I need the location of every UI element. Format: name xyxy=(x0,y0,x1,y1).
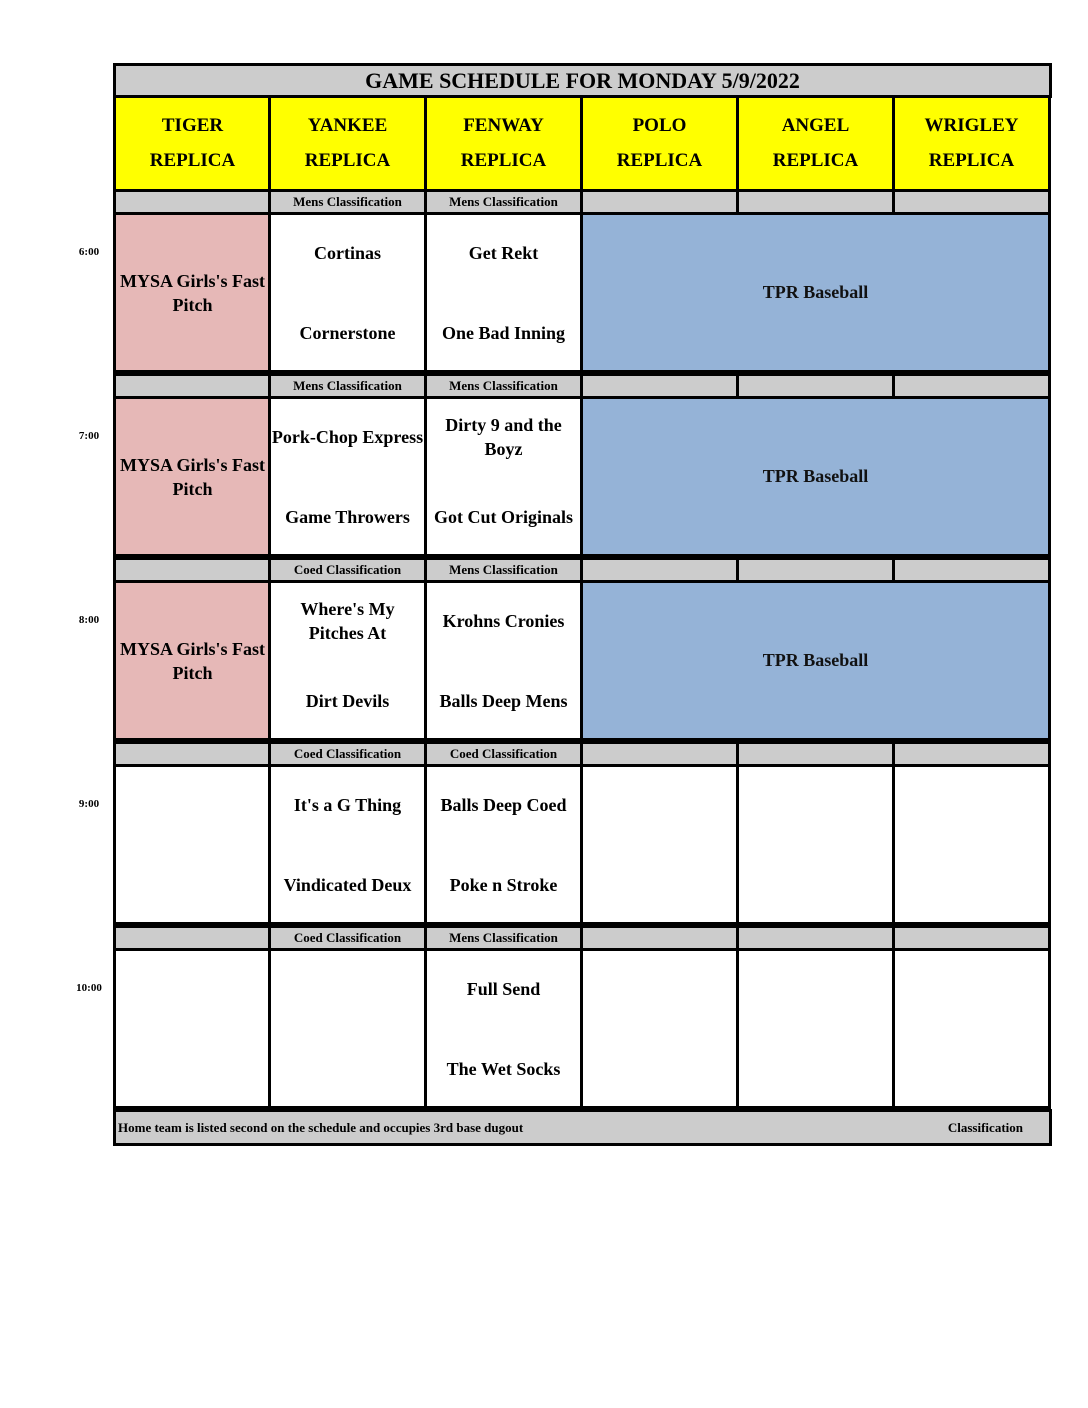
field-header-polo xyxy=(580,95,739,192)
yankee-game xyxy=(268,764,427,925)
yankee-game xyxy=(268,580,427,741)
span-event xyxy=(580,212,1051,373)
away-team: Dirty 9 and the Boyz xyxy=(445,415,562,459)
home-team: One Bad Inning xyxy=(441,323,566,343)
field-header-angel xyxy=(736,95,895,192)
empty-slot xyxy=(580,948,739,1109)
field-subtitle: REPLICA xyxy=(304,150,391,171)
time-label: 10:00 xyxy=(76,982,102,994)
away-team: Where's My Pitches At xyxy=(300,599,395,643)
span-event xyxy=(580,580,1051,741)
tiger-team: MYSA Girls's Fast Pitch xyxy=(119,270,265,315)
tiger-game xyxy=(113,580,272,741)
empty-slot xyxy=(892,764,1051,925)
fenway-game xyxy=(424,212,583,373)
field-subtitle: REPLICA xyxy=(460,150,547,171)
empty-slot xyxy=(113,948,272,1109)
away-team: Cortinas xyxy=(314,243,381,263)
home-team: Dirt Devils xyxy=(305,691,390,711)
away-team: It's a G Thing xyxy=(293,795,402,815)
home-team: Got Cut Originals xyxy=(433,507,573,527)
field-subtitle: REPLICA xyxy=(149,150,236,171)
classification-label: Mens Classification xyxy=(449,562,558,577)
classification-label: Coed Classification xyxy=(293,930,402,945)
classification-label: Coed Classification xyxy=(293,746,402,761)
field-name: YANKEE xyxy=(307,115,388,136)
classification-label: Coed Classification xyxy=(293,562,402,577)
home-team: Vindicated Deux xyxy=(283,875,412,895)
field-subtitle: REPLICA xyxy=(616,150,703,171)
field-name: ANGEL xyxy=(781,115,850,136)
time-label: 6:00 xyxy=(78,246,100,258)
fenway-game xyxy=(424,948,583,1109)
field-name: POLO xyxy=(632,115,687,136)
away-team: Pork-Chop Express xyxy=(271,427,424,447)
yankee-game xyxy=(268,948,427,1109)
classification-label: Mens Classification xyxy=(449,930,558,945)
tiger-team: MYSA Girls's Fast Pitch xyxy=(119,454,265,499)
fenway-game xyxy=(424,396,583,557)
classification-label: Mens Classification xyxy=(293,194,402,209)
yankee-game xyxy=(268,396,427,557)
classification-label: Coed Classification xyxy=(449,746,558,761)
home-team: Game Throwers xyxy=(285,507,410,527)
fenway-game xyxy=(424,580,583,741)
span-event-name: TPR Baseball xyxy=(762,466,869,486)
span-event-name: TPR Baseball xyxy=(762,282,869,302)
field-header-wrigley xyxy=(892,95,1051,192)
span-event-name: TPR Baseball xyxy=(762,650,869,670)
away-team: Full Send xyxy=(466,979,541,999)
footer-classification: Classification xyxy=(947,1119,1023,1135)
home-team: Balls Deep Mens xyxy=(439,691,568,711)
classification-label: Mens Classification xyxy=(293,378,402,393)
classification-label: Mens Classification xyxy=(449,378,558,393)
empty-slot xyxy=(736,948,895,1109)
field-header-fenway xyxy=(424,95,583,192)
empty-slot xyxy=(580,764,739,925)
away-team: Get Rekt xyxy=(468,243,539,263)
schedule-title xyxy=(113,63,1052,98)
classification-label: Mens Classification xyxy=(449,194,558,209)
away-team: Krohns Cronies xyxy=(442,611,565,631)
tiger-game xyxy=(113,212,272,373)
time-label: 8:00 xyxy=(78,614,100,626)
empty-slot xyxy=(113,764,272,925)
field-subtitle: REPLICA xyxy=(772,150,859,171)
tiger-team: MYSA Girls's Fast Pitch xyxy=(119,638,265,683)
tiger-game xyxy=(113,396,272,557)
field-header-tiger xyxy=(113,95,272,192)
home-team: Poke n Stroke xyxy=(449,875,558,895)
time-label: 9:00 xyxy=(78,798,100,810)
field-subtitle: REPLICA xyxy=(928,150,1015,171)
footer-note-text: Home team is listed second on the schedule and occupies 3rd base dugout xyxy=(118,1119,524,1135)
away-team: Balls Deep Coed xyxy=(440,795,567,815)
home-team: The Wet Socks xyxy=(446,1059,561,1079)
empty-slot xyxy=(736,764,895,925)
field-name: TIGER xyxy=(161,115,224,136)
home-team: Cornerstone xyxy=(299,323,396,343)
schedule-title-text: GAME SCHEDULE FOR MONDAY 5/9/2022 xyxy=(365,67,800,93)
span-event xyxy=(580,396,1051,557)
field-name: WRIGLEY xyxy=(924,115,1019,136)
field-header-yankee xyxy=(268,95,427,192)
field-name: FENWAY xyxy=(463,115,544,136)
yankee-game xyxy=(268,212,427,373)
footer-note xyxy=(113,1109,1052,1146)
empty-slot xyxy=(892,948,1051,1109)
time-label: 7:00 xyxy=(78,430,100,442)
fenway-game xyxy=(424,764,583,925)
